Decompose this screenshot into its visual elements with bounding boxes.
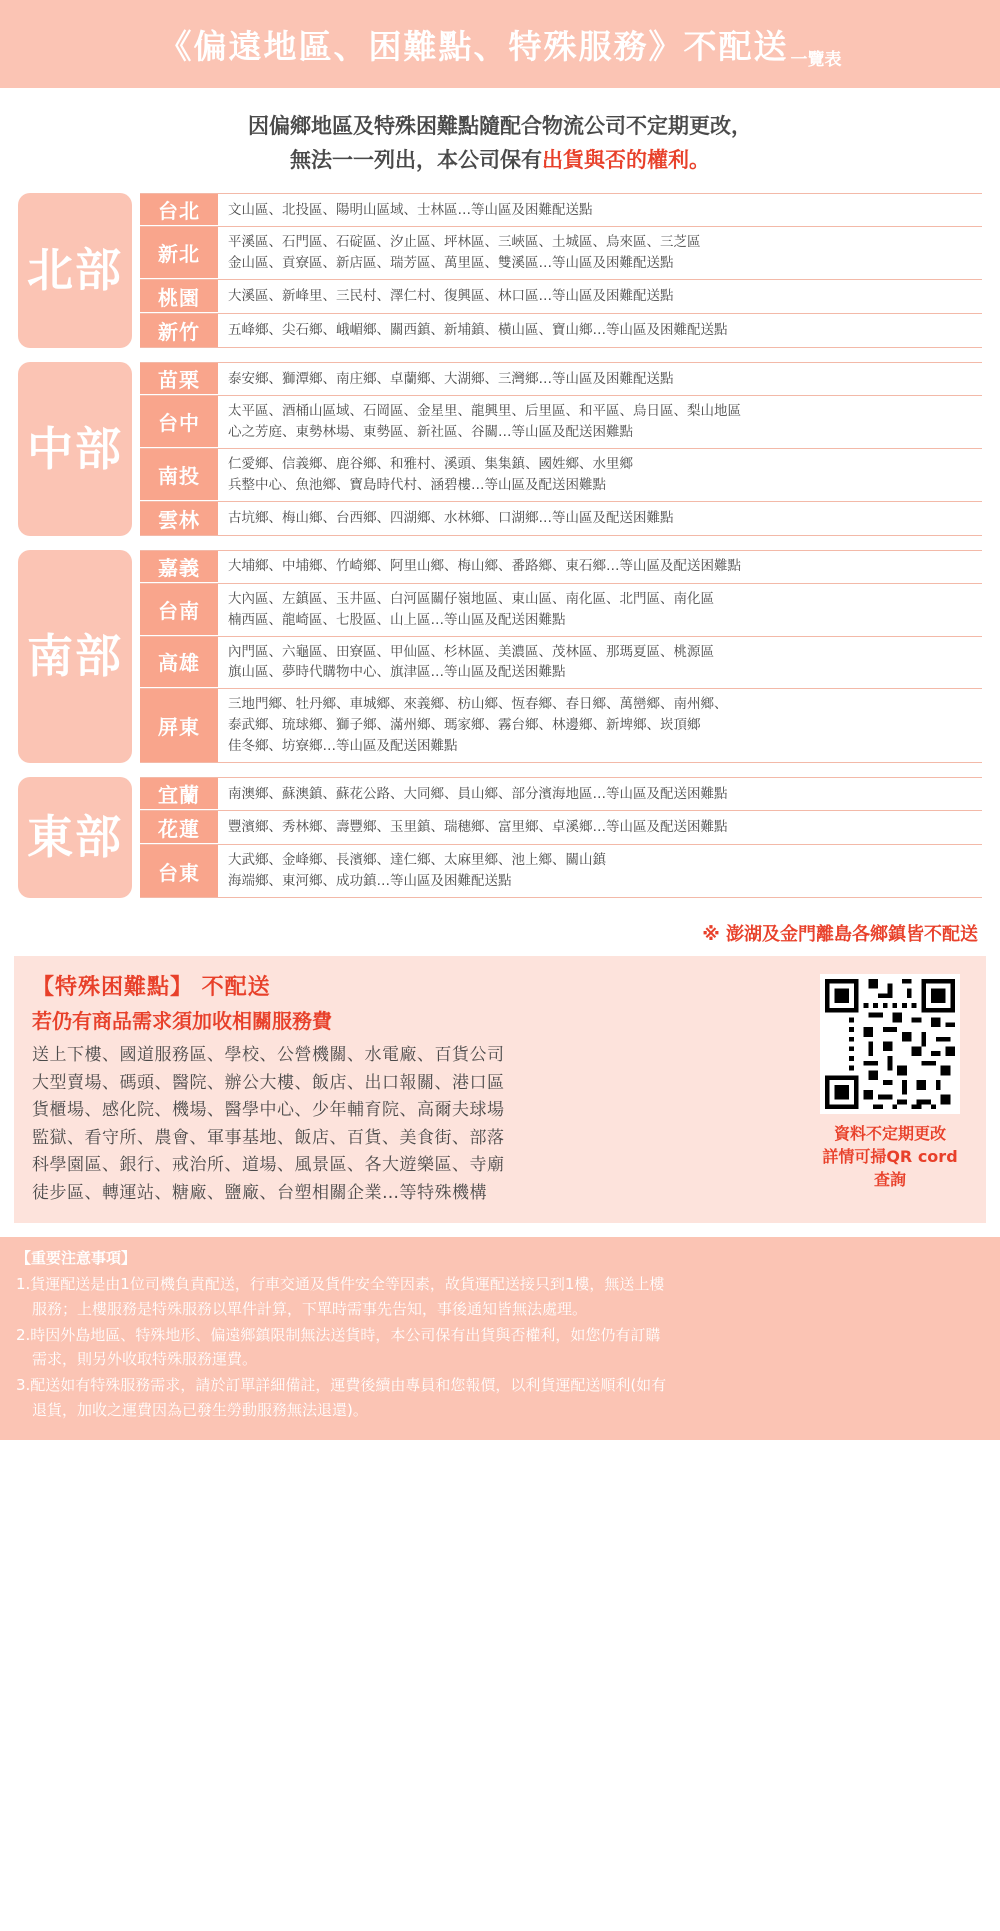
page-title: 《偏遠地區、困難點、特殊服務》不配送 bbox=[158, 26, 789, 66]
special-subtitle: 若仍有商品需求須加收相關服務費 bbox=[32, 1009, 332, 1034]
area-line: 內門區、六龜區、田寮區、甲仙區、杉林區、美濃區、茂林區、那瑪夏區、桃源區 bbox=[228, 643, 714, 660]
qr-section bbox=[816, 974, 964, 1192]
area-line: 豐濱鄉、秀林鄉、壽豐鄉、玉里鎮、瑞穗鄉、富里鄉、卓溪鄉…等山區及配送困難點 bbox=[228, 819, 728, 836]
note-main: 1.貨運配送是由1位司機負責配送，行車交通及貨件安全等因素，故貨運配送接只到1樓，無送上樓 bbox=[16, 1275, 665, 1294]
area-list bbox=[218, 689, 982, 762]
area-line: 泰武鄉、琉球鄉、獅子鄉、滿州鄉、瑪家鄉、霧台鄉、林邊鄉、新埤鄉、崁頂鄉 bbox=[228, 717, 701, 734]
qr-note-line-2: 詳情可掃QR cord查詢 bbox=[822, 1147, 958, 1190]
area-line: 兵整中心、魚池鄉、寶島時代村、涵碧樓…等山區及配送困難點 bbox=[228, 476, 606, 493]
qr-code-icon bbox=[820, 974, 960, 1114]
region-rows-central bbox=[140, 362, 982, 536]
note-cont: 需求，則另外收取特殊服務運費。 bbox=[32, 1350, 258, 1369]
city-label: 宜蘭 bbox=[140, 778, 218, 810]
area-line: 五峰鄉、尖石鄉、峨嵋鄉、關西鎮、新埔鎮、橫山區、寶山鄉…等山區及困難配送點 bbox=[228, 322, 728, 339]
area-list bbox=[218, 363, 982, 395]
notes-title: 【重要注意事項】 bbox=[16, 1249, 137, 1268]
area-line: 金山區、貢寮區、新店區、瑞芳區、萬里區、雙溪區…等山區及困難配送點 bbox=[228, 255, 674, 272]
table-row bbox=[140, 280, 982, 314]
region-label-east-text: 東部 bbox=[27, 810, 123, 865]
area-line: 仁愛鄉、信義鄉、鹿谷鄉、和雅村、溪頭、集集鎮、國姓鄉、水里鄉 bbox=[228, 455, 633, 472]
city-label: 新竹 bbox=[140, 314, 218, 347]
special-title: 【特殊困難點】 不配送 bbox=[32, 975, 271, 1001]
region-rows-east bbox=[140, 777, 982, 898]
note-main: 3.配送如有特殊服務需求，請於訂單詳細備註，運費後續由專員和您報價，以利貨運配送順利(如有 bbox=[16, 1376, 667, 1395]
city-label: 雲林 bbox=[140, 502, 218, 535]
area-line: 南澳鄉、蘇澳鎮、蘇花公路、大同鄉、員山鄉、部分濱海地區…等山區及配送困難點 bbox=[228, 785, 728, 802]
area-line: 旗山區、夢時代購物中心、旗津區…等山區及配送困難點 bbox=[228, 664, 566, 681]
area-list bbox=[218, 811, 982, 844]
notes-list bbox=[16, 1272, 984, 1422]
area-list bbox=[218, 449, 982, 501]
area-line: 心之芳庭、東勢林場、東勢區、新社區、谷關…等山區及配送困難點 bbox=[228, 423, 633, 440]
city-label: 花蓮 bbox=[140, 811, 218, 844]
area-line: 文山區、北投區、陽明山區域、士林區…等山區及困難配送點 bbox=[228, 201, 593, 218]
city-label: 屏東 bbox=[140, 689, 218, 762]
region-block-central bbox=[18, 362, 982, 536]
region-label-central-text: 中部 bbox=[27, 421, 123, 476]
region-block-south bbox=[18, 550, 982, 763]
region-rows-south bbox=[140, 550, 982, 763]
city-label: 桃園 bbox=[140, 280, 218, 313]
area-list bbox=[218, 314, 982, 347]
note-main: 2.時因外島地區、特殊地形、偏遠鄉鎮限制無法送貨時，本公司保有出貨與否權利，如您仍有訂購 bbox=[16, 1325, 661, 1344]
important-notes-section bbox=[0, 1237, 1000, 1440]
region-rows-north bbox=[140, 193, 982, 348]
page-banner bbox=[0, 0, 1000, 88]
area-list bbox=[218, 584, 982, 636]
table-row bbox=[140, 314, 982, 348]
area-line: 大內區、左鎮區、玉井區、白河區關仔嶺地區、東山區、南化區、北門區、南化區 bbox=[228, 590, 714, 607]
area-list bbox=[218, 502, 982, 535]
area-line: 大埔鄉、中埔鄉、竹崎鄉、阿里山鄉、梅山鄉、番路鄉、東石鄉…等山區及配送困難點 bbox=[228, 558, 741, 575]
table-row bbox=[140, 689, 982, 763]
special-line: 大型賣場、碼頭、醫院、辦公大樓、飯店、出口報關、港口區 bbox=[32, 1072, 505, 1093]
island-exclusion-note: ※ 澎湖及金門離島各鄉鎮皆不配送 bbox=[702, 924, 978, 946]
special-line: 送上下樓、國道服務區、學校、公營機關、水電廠、百貨公司 bbox=[32, 1045, 505, 1066]
region-label-north-text: 北部 bbox=[27, 243, 123, 298]
table-row bbox=[140, 193, 982, 227]
area-line: 佳冬鄉、坊寮鄉…等山區及配送困難點 bbox=[228, 738, 458, 755]
city-label: 高雄 bbox=[140, 637, 218, 689]
table-row bbox=[140, 584, 982, 637]
area-line: 泰安鄉、獅潭鄉、南庄鄉、卓蘭鄉、大湖鄉、三灣鄉…等山區及困難配送點 bbox=[228, 370, 674, 387]
intro-line-2-plain: 無法一一列出，本公司保有 bbox=[290, 147, 542, 172]
intro-line-2-highlight: 出貨與否的權利。 bbox=[542, 147, 710, 172]
note-cont: 服務；上樓服務是特殊服務以單件計算，下單時需事先告知，事後通知皆無法處理。 bbox=[32, 1299, 588, 1318]
area-list bbox=[218, 845, 982, 897]
qr-note-line-1: 資料不定期更改 bbox=[833, 1124, 946, 1144]
area-list bbox=[218, 227, 982, 279]
area-list bbox=[218, 551, 982, 583]
intro-line-1: 因偏鄉地區及特殊困難點隨配合物流公司不定期更改， bbox=[248, 114, 752, 138]
area-line: 楠西區、龍崎區、七股區、山上區…等山區及配送困難點 bbox=[228, 611, 566, 628]
region-label-east bbox=[18, 777, 132, 898]
area-list bbox=[218, 194, 982, 226]
region-label-central bbox=[18, 362, 132, 536]
table-row bbox=[140, 396, 982, 449]
region-label-south bbox=[18, 550, 132, 763]
special-line: 徒步區、轉運站、糖廠、鹽廠、台塑相關企業…等特殊機構 bbox=[32, 1182, 487, 1203]
area-line: 平溪區、石門區、石碇區、汐止區、坪林區、三峽區、土城區、烏來區、三芝區 bbox=[228, 234, 701, 251]
qr-note bbox=[816, 1122, 964, 1192]
region-label-south-text: 南部 bbox=[27, 629, 123, 684]
special-difficult-points-section bbox=[14, 956, 986, 1223]
area-line: 太平區、酒桶山區域、石岡區、金星里、龍興里、后里區、和平區、烏日區、梨山地區 bbox=[228, 403, 741, 420]
area-list bbox=[218, 637, 982, 689]
region-block-east bbox=[18, 777, 982, 898]
area-line: 大溪區、新峰里、三民村、澤仁村、復興區、林口區…等山區及困難配送點 bbox=[228, 288, 674, 305]
table-row bbox=[140, 502, 982, 536]
table-row bbox=[140, 777, 982, 811]
city-label: 台北 bbox=[140, 194, 218, 226]
region-table bbox=[0, 193, 1000, 898]
table-row bbox=[140, 227, 982, 280]
list-item bbox=[16, 1272, 984, 1321]
area-line: 古坑鄉、梅山鄉、台西鄉、四湖鄉、水林鄉、口湖鄉…等山區及配送困難點 bbox=[228, 509, 674, 526]
special-line: 貨櫃場、感化院、機場、醫學中心、少年輔育院、高爾夫球場 bbox=[32, 1100, 505, 1121]
special-line: 監獄、看守所、農會、軍事基地、飯店、百貨、美食街、部落 bbox=[32, 1127, 505, 1148]
city-label: 台中 bbox=[140, 396, 218, 448]
table-row bbox=[140, 637, 982, 690]
city-label: 新北 bbox=[140, 227, 218, 279]
table-row bbox=[140, 362, 982, 396]
table-row bbox=[140, 845, 982, 898]
list-item bbox=[16, 1323, 984, 1372]
city-label: 南投 bbox=[140, 449, 218, 501]
area-list bbox=[218, 778, 982, 810]
table-row bbox=[140, 811, 982, 845]
list-item bbox=[16, 1373, 984, 1422]
region-label-north bbox=[18, 193, 132, 348]
area-line: 大武鄉、金峰鄉、長濱鄉、達仁鄉、太麻里鄉、池上鄉、關山鎮 bbox=[228, 852, 606, 869]
special-line: 科學園區、銀行、戒治所、道場、風景區、各大遊樂區、寺廟 bbox=[32, 1155, 505, 1176]
note-cont: 退貨，加收之運費因為已發生勞動服務無法退還)。 bbox=[32, 1400, 368, 1419]
intro-line-2 bbox=[0, 144, 1000, 178]
area-line: 海端鄉、東河鄉、成功鎮…等山區及困難配送點 bbox=[228, 873, 512, 890]
area-list bbox=[218, 280, 982, 313]
intro-text bbox=[0, 88, 1000, 193]
table-row bbox=[140, 550, 982, 584]
region-block-north bbox=[18, 193, 982, 348]
page-subtitle: 一覽表 bbox=[790, 50, 842, 70]
city-label: 台南 bbox=[140, 584, 218, 636]
city-label: 嘉義 bbox=[140, 551, 218, 583]
area-line: 三地門鄉、牡丹鄉、車城鄉、來義鄉、枋山鄉、恆春鄉、春日鄉、萬巒鄉、南州鄉、 bbox=[228, 696, 728, 713]
table-row bbox=[140, 449, 982, 502]
city-label: 台東 bbox=[140, 845, 218, 897]
area-list bbox=[218, 396, 982, 448]
city-label: 苗栗 bbox=[140, 363, 218, 395]
